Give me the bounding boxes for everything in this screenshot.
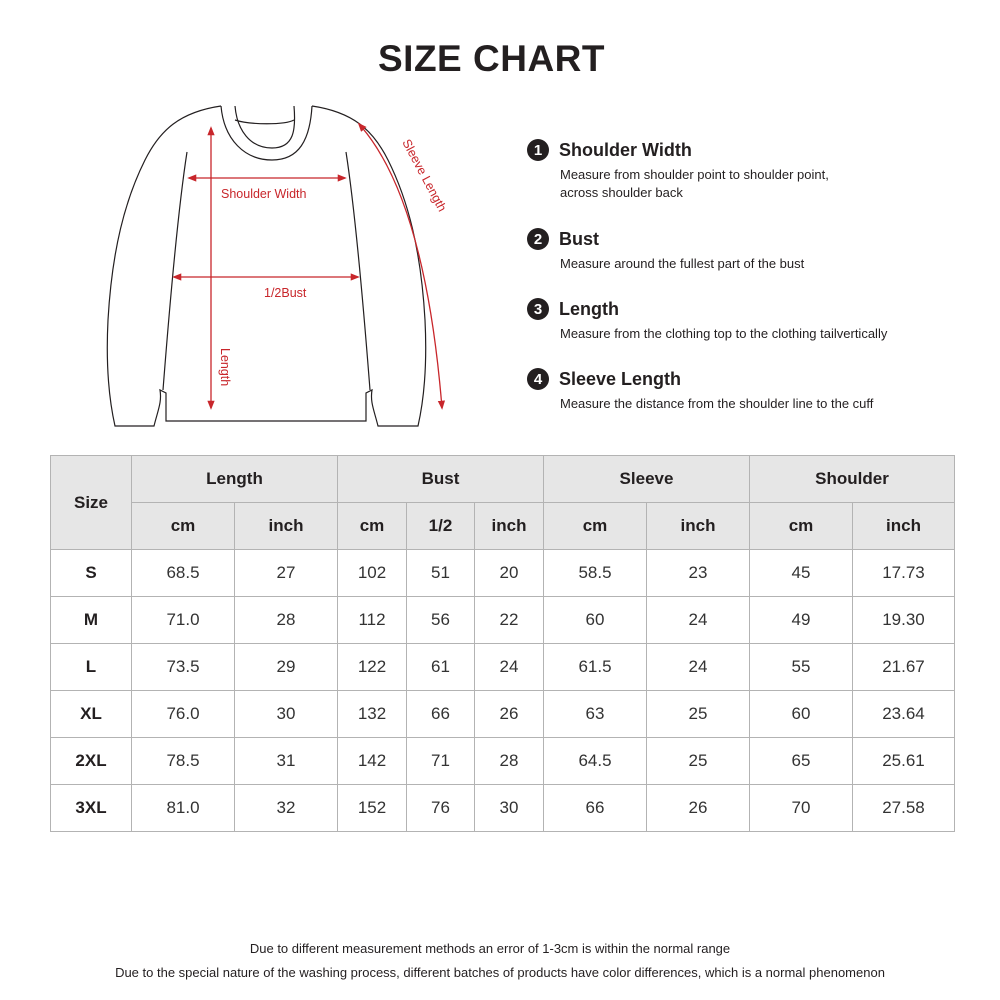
value-cell: 25: [647, 691, 750, 738]
value-cell: 21.67: [853, 644, 955, 691]
value-cell: 25.61: [853, 738, 955, 785]
value-cell: 132: [338, 691, 407, 738]
group-header-shoulder: Shoulder: [750, 456, 955, 503]
value-cell: 68.5: [132, 550, 235, 597]
value-cell: 51: [407, 550, 475, 597]
value-cell: 45: [750, 550, 853, 597]
table-row: [51, 550, 955, 597]
size-table: [50, 455, 955, 832]
value-cell: 65: [750, 738, 853, 785]
value-cell: 24: [647, 597, 750, 644]
value-cell: 27.58: [853, 785, 955, 832]
value-cell: 60: [544, 597, 647, 644]
subheader: inch: [475, 503, 544, 550]
value-cell: 24: [475, 644, 544, 691]
value-cell: 71.0: [132, 597, 235, 644]
size-cell: L: [51, 644, 132, 691]
size-cell: 3XL: [51, 785, 132, 832]
guide-description: Measure from shoulder point to shoulder point, across shoulder back: [560, 167, 829, 200]
note-measurement-error: Due to different measurement methods an error of 1-3cm is within the normal range: [249, 941, 731, 956]
table-row: [51, 644, 955, 691]
size-header: Size: [51, 456, 132, 550]
value-cell: 22: [475, 597, 544, 644]
sweater-diagram: [100, 90, 460, 440]
guide-description: Measure around the fullest part of the bust: [560, 256, 805, 271]
table-row: [51, 738, 955, 785]
group-header-length: Length: [132, 456, 338, 503]
guide-item-length: [527, 297, 967, 343]
group-header-bust: Bust: [338, 456, 544, 503]
value-cell: 19.30: [853, 597, 955, 644]
value-cell: 56: [407, 597, 475, 644]
table-row: [51, 691, 955, 738]
value-cell: 64.5: [544, 738, 647, 785]
value-cell: 28: [475, 738, 544, 785]
value-cell: 32: [235, 785, 338, 832]
group-header-sleeve: Sleeve: [544, 456, 750, 503]
value-cell: 29: [235, 644, 338, 691]
number-1-icon: 1: [527, 139, 549, 161]
size-cell: 2XL: [51, 738, 132, 785]
note-color-difference: Due to the special nature of the washing process, different batches of products have color differences, which is a normal phenomenon: [115, 965, 885, 980]
guide-item-shoulder-width: [527, 138, 967, 202]
size-cell: M: [51, 597, 132, 644]
value-cell: 60: [750, 691, 853, 738]
value-cell: 73.5: [132, 644, 235, 691]
value-cell: 76: [407, 785, 475, 832]
value-cell: 66: [544, 785, 647, 832]
table-row: [51, 785, 955, 832]
value-cell: 49: [750, 597, 853, 644]
subheader: inch: [853, 503, 955, 550]
value-cell: 28: [235, 597, 338, 644]
value-cell: 66: [407, 691, 475, 738]
value-cell: 25: [647, 738, 750, 785]
table-header-row: [51, 456, 955, 503]
guide-title: Bust: [559, 228, 599, 249]
subheader: inch: [235, 503, 338, 550]
guide-item-sleeve-length: [527, 367, 967, 413]
value-cell: 30: [475, 785, 544, 832]
value-cell: 81.0: [132, 785, 235, 832]
value-cell: 55: [750, 644, 853, 691]
sleeve-length-label: Sleeve Length: [399, 136, 450, 214]
guide-title: Shoulder Width: [559, 139, 692, 160]
size-cell: XL: [51, 691, 132, 738]
value-cell: 102: [338, 550, 407, 597]
value-cell: 78.5: [132, 738, 235, 785]
value-cell: 24: [647, 644, 750, 691]
subheader: 1/2: [407, 503, 475, 550]
guide-item-bust: [527, 227, 967, 273]
value-cell: 142: [338, 738, 407, 785]
value-cell: 30: [235, 691, 338, 738]
value-cell: 63: [544, 691, 647, 738]
value-cell: 71: [407, 738, 475, 785]
value-cell: 122: [338, 644, 407, 691]
value-cell: 23: [647, 550, 750, 597]
value-cell: 152: [338, 785, 407, 832]
value-cell: 20: [475, 550, 544, 597]
shoulder-width-label: Shoulder Width: [221, 187, 307, 201]
subheader: cm: [750, 503, 853, 550]
half-bust-label: 1/2Bust: [264, 286, 307, 300]
number-2-icon: 2: [527, 228, 549, 250]
subheader: cm: [132, 503, 235, 550]
value-cell: 23.64: [853, 691, 955, 738]
number-4-icon: 4: [527, 368, 549, 390]
table-row: [51, 597, 955, 644]
value-cell: 58.5: [544, 550, 647, 597]
guide-description: Measure from the clothing top to the clothing tailvertically: [560, 326, 888, 341]
page-title: SIZE CHART: [378, 38, 605, 79]
value-cell: 112: [338, 597, 407, 644]
subheader: inch: [647, 503, 750, 550]
value-cell: 27: [235, 550, 338, 597]
table-subheader-row: [51, 503, 955, 550]
value-cell: 26: [647, 785, 750, 832]
guide-title: Length: [559, 298, 619, 319]
value-cell: 61: [407, 644, 475, 691]
number-3-icon: 3: [527, 298, 549, 320]
value-cell: 31: [235, 738, 338, 785]
guide-title: Sleeve Length: [559, 368, 682, 389]
sweater-outline: [107, 106, 425, 426]
subheader: cm: [544, 503, 647, 550]
length-label: Length: [218, 348, 232, 387]
guide-description: Measure the distance from the shoulder line to the cuff: [560, 396, 874, 411]
value-cell: 17.73: [853, 550, 955, 597]
size-cell: S: [51, 550, 132, 597]
value-cell: 76.0: [132, 691, 235, 738]
value-cell: 70: [750, 785, 853, 832]
value-cell: 26: [475, 691, 544, 738]
value-cell: 61.5: [544, 644, 647, 691]
subheader: cm: [338, 503, 407, 550]
footnotes: [0, 940, 1000, 988]
